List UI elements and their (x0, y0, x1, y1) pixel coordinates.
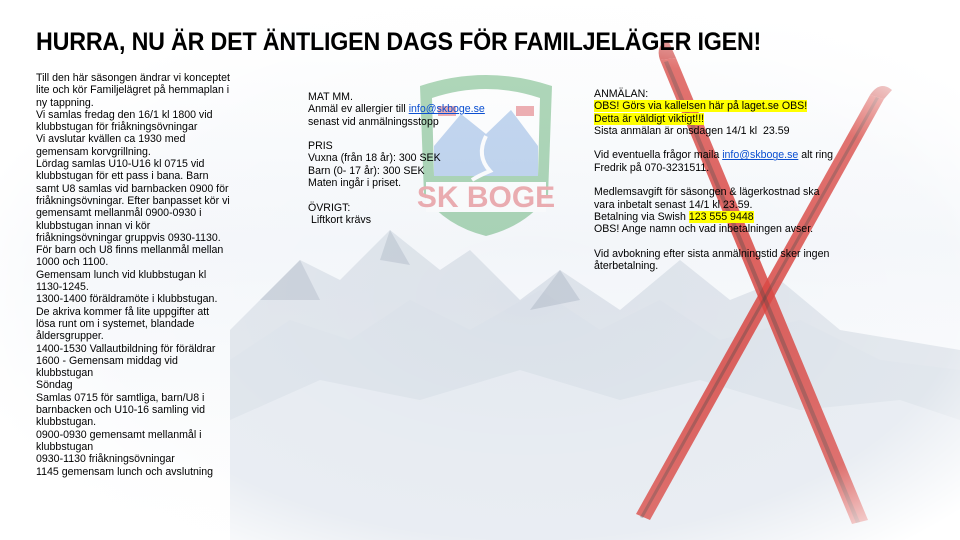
svg-text:SK BOGE: SK BOGE (416, 181, 556, 214)
price-heading: PRIS (308, 140, 333, 153)
schedule-line: 0900-0930 gemensamt mellanmål i (36, 428, 202, 441)
allergy-text: Anmäl ev allergier till (308, 103, 409, 116)
schedule-line: friåkningsövningar. Efter banpasset kör vi (36, 194, 230, 207)
fee-line-1: Medlemsavgift för säsongen & lägerkostnad ska (594, 186, 820, 199)
allergy-line (308, 103, 538, 115)
schedule-line: samt U8 samlas vid barnbacken 0900 för (36, 182, 229, 195)
schedule-line: klubbstugan innan vi kör (36, 219, 151, 232)
swish-line (594, 211, 939, 223)
schedule-line: klubbstugan för friåkningsövningar (36, 121, 198, 134)
questions-text: Vid eventuella frågor maila (594, 149, 723, 162)
food-heading: MAT MM. (308, 91, 353, 103)
registration-column (594, 88, 939, 272)
schedule-line: För barn och U8 finns mellanmål mellan (36, 244, 224, 257)
schedule-line: klubbstugan (36, 440, 94, 453)
food-price-column (308, 91, 538, 226)
swish-number: 123 555 9448 (688, 210, 754, 223)
schedule-line: Vi avslutar kvällen ca 1930 med (36, 133, 186, 146)
schedule-line: lite och kör Familjelägret på hemmaplan i (36, 84, 230, 97)
price-food-included: Maten ingår i priset. (308, 177, 402, 190)
schedule-line: klubbstugan. (36, 416, 97, 429)
cancel-line-1: Vid avbokning efter sista anmälningstid sker ingen (594, 247, 830, 260)
questions-line (594, 149, 939, 161)
schedule-line: ny tappning. (36, 96, 94, 109)
obs-line-2: Detta är väldigt viktigt!!! (594, 112, 705, 125)
fee-line-2: vara inbetalt senast 14/1 kl 23.59. (594, 198, 753, 211)
schedule-line: 0930-1130 friåkningsövningar (36, 453, 175, 466)
schedule-line: barnbacken och U10-16 samling vid (36, 404, 206, 417)
schedule-line: gemensamt mellanmål 0900-0930 i (36, 207, 202, 220)
schedule-column (36, 72, 248, 478)
email-link[interactable]: info@skboge.se (408, 103, 485, 116)
swish-text: Betalning via Swish (594, 210, 689, 223)
schedule-line: 1145 gemensam lunch och avslutning (36, 465, 214, 478)
other-line: Liftkort krävs (308, 213, 371, 226)
questions-suffix: alt ring (798, 149, 834, 162)
schedule-line: Samlas 0715 för samtliga, barn/U8 i (36, 391, 205, 404)
cancel-line-2: återbetalning. (594, 260, 659, 273)
registration-deadline: Sista anmälan är onsdagen 14/1 kl 23.59 (594, 124, 790, 137)
registration-heading: ANMÄLAN: (594, 88, 649, 100)
schedule-line: 1400-1530 Vallautbildning för föräldrar (36, 342, 216, 355)
price-adult: Vuxna (från 18 år): 300 SEK (308, 152, 441, 165)
schedule-line: 1000 och 1100. (36, 256, 109, 269)
schedule-line: Gemensam lunch vid klubbstugan kl (36, 268, 207, 281)
schedule-line: 1130-1245. (36, 281, 89, 294)
schedule-line: åldersgrupper. (36, 330, 104, 343)
schedule-line: Lördag samlas U10-U16 kl 0715 vid (36, 158, 205, 171)
questions-phone: Fredrik på 070-3231511. (594, 161, 710, 174)
schedule-line: 1300-1400 föräldramöte i klubbstugan. (36, 293, 218, 306)
price-child: Barn (0- 17 år): 300 SEK (308, 164, 425, 177)
swish-note: OBS! Ange namn och vad inbetalningen avser. (594, 223, 814, 236)
schedule-line: Vi samlas fredag den 16/1 kl 1800 vid (36, 108, 213, 121)
schedule-line: lösa runt om i systemet, blandade (36, 317, 195, 330)
schedule-line: 1600 - Gemensam middag vid (36, 354, 178, 367)
allergy-deadline: senast vid anmälningsstopp (308, 115, 439, 128)
schedule-line: klubbstugan (36, 367, 94, 380)
obs-line-1: OBS! Görs via kallelsen här på laget.se OBS! (594, 100, 808, 113)
schedule-line: friåkningsövningar gruppvis 0930-1130. (36, 231, 221, 244)
schedule-line: Söndag (36, 379, 73, 392)
schedule-line: Till den här säsongen ändrar vi konceptet (36, 72, 230, 84)
other-heading: ÖVRIGT: (308, 201, 351, 214)
page-title: HURRA, NU ÄR DET ÄNTLIGEN DAGS FÖR FAMILJELÄGER IGEN! (36, 28, 762, 56)
schedule-line: De akriva kommer få lite uppgifter att (36, 305, 210, 318)
email-link[interactable]: info@skboge.se (722, 149, 799, 162)
schedule-line: klubbstugan för ett pass i bana. Barn (36, 170, 209, 183)
schedule-line: gemensam korvgrillning. (36, 145, 151, 158)
